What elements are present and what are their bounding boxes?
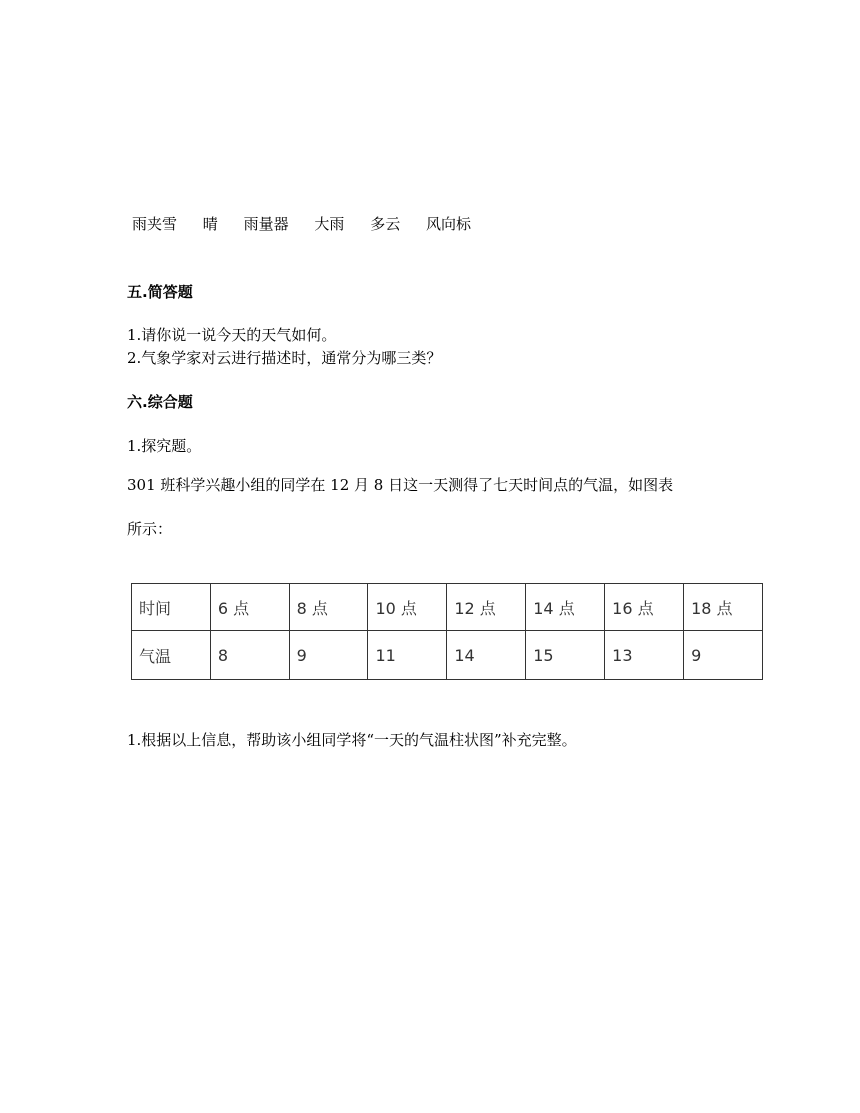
- table-cell: 6 点: [210, 584, 289, 631]
- word-option: 雨夹雪: [132, 215, 178, 233]
- section-5-heading: 五.简答题: [127, 283, 193, 301]
- table-cell: 14 点: [526, 584, 605, 631]
- word-option: 风向标: [425, 215, 471, 233]
- table-cell: 15: [526, 631, 605, 680]
- table-cell: 13: [605, 631, 684, 680]
- section-5-question-2: 2.气象学家对云进行描述时，通常分为哪三类？: [127, 349, 442, 367]
- temperature-table: [131, 583, 763, 680]
- table-header-cell: 时间: [132, 584, 211, 631]
- table-cell: 16 点: [605, 584, 684, 631]
- word-options-row: [132, 213, 492, 234]
- table-cell: 12 点: [447, 584, 526, 631]
- sub-question-1: 1.根据以上信息，帮助该小组同学将“一天的气温柱状图”补充完整。: [127, 731, 577, 749]
- table-row: [132, 631, 763, 680]
- word-option: 晴: [202, 215, 218, 233]
- table-cell: 10 点: [368, 584, 447, 631]
- intro-text-line-2: 所示：: [127, 520, 173, 538]
- intro-text-line-1: 301 班科学兴趣小组的同学在 12 月 8 日这一天测得了七天时间点的气温，如图表: [127, 476, 674, 494]
- section-6-question-1: 1.探究题。: [127, 437, 202, 455]
- section-5-question-1: 1.请你说一说今天的天气如何。: [127, 326, 337, 344]
- word-option: 大雨: [314, 215, 345, 233]
- word-option: 多云: [370, 215, 401, 233]
- table-cell: 8 点: [289, 584, 368, 631]
- table-cell: 9: [289, 631, 368, 680]
- table-cell: 8: [210, 631, 289, 680]
- table-cell: 18 点: [684, 584, 763, 631]
- section-6-heading: 六.综合题: [127, 393, 193, 411]
- table-cell: 11: [368, 631, 447, 680]
- table-row: [132, 584, 763, 631]
- table-cell: 14: [447, 631, 526, 680]
- table-cell: 9: [684, 631, 763, 680]
- table-header-cell: 气温: [132, 631, 211, 680]
- word-option: 雨量器: [243, 215, 289, 233]
